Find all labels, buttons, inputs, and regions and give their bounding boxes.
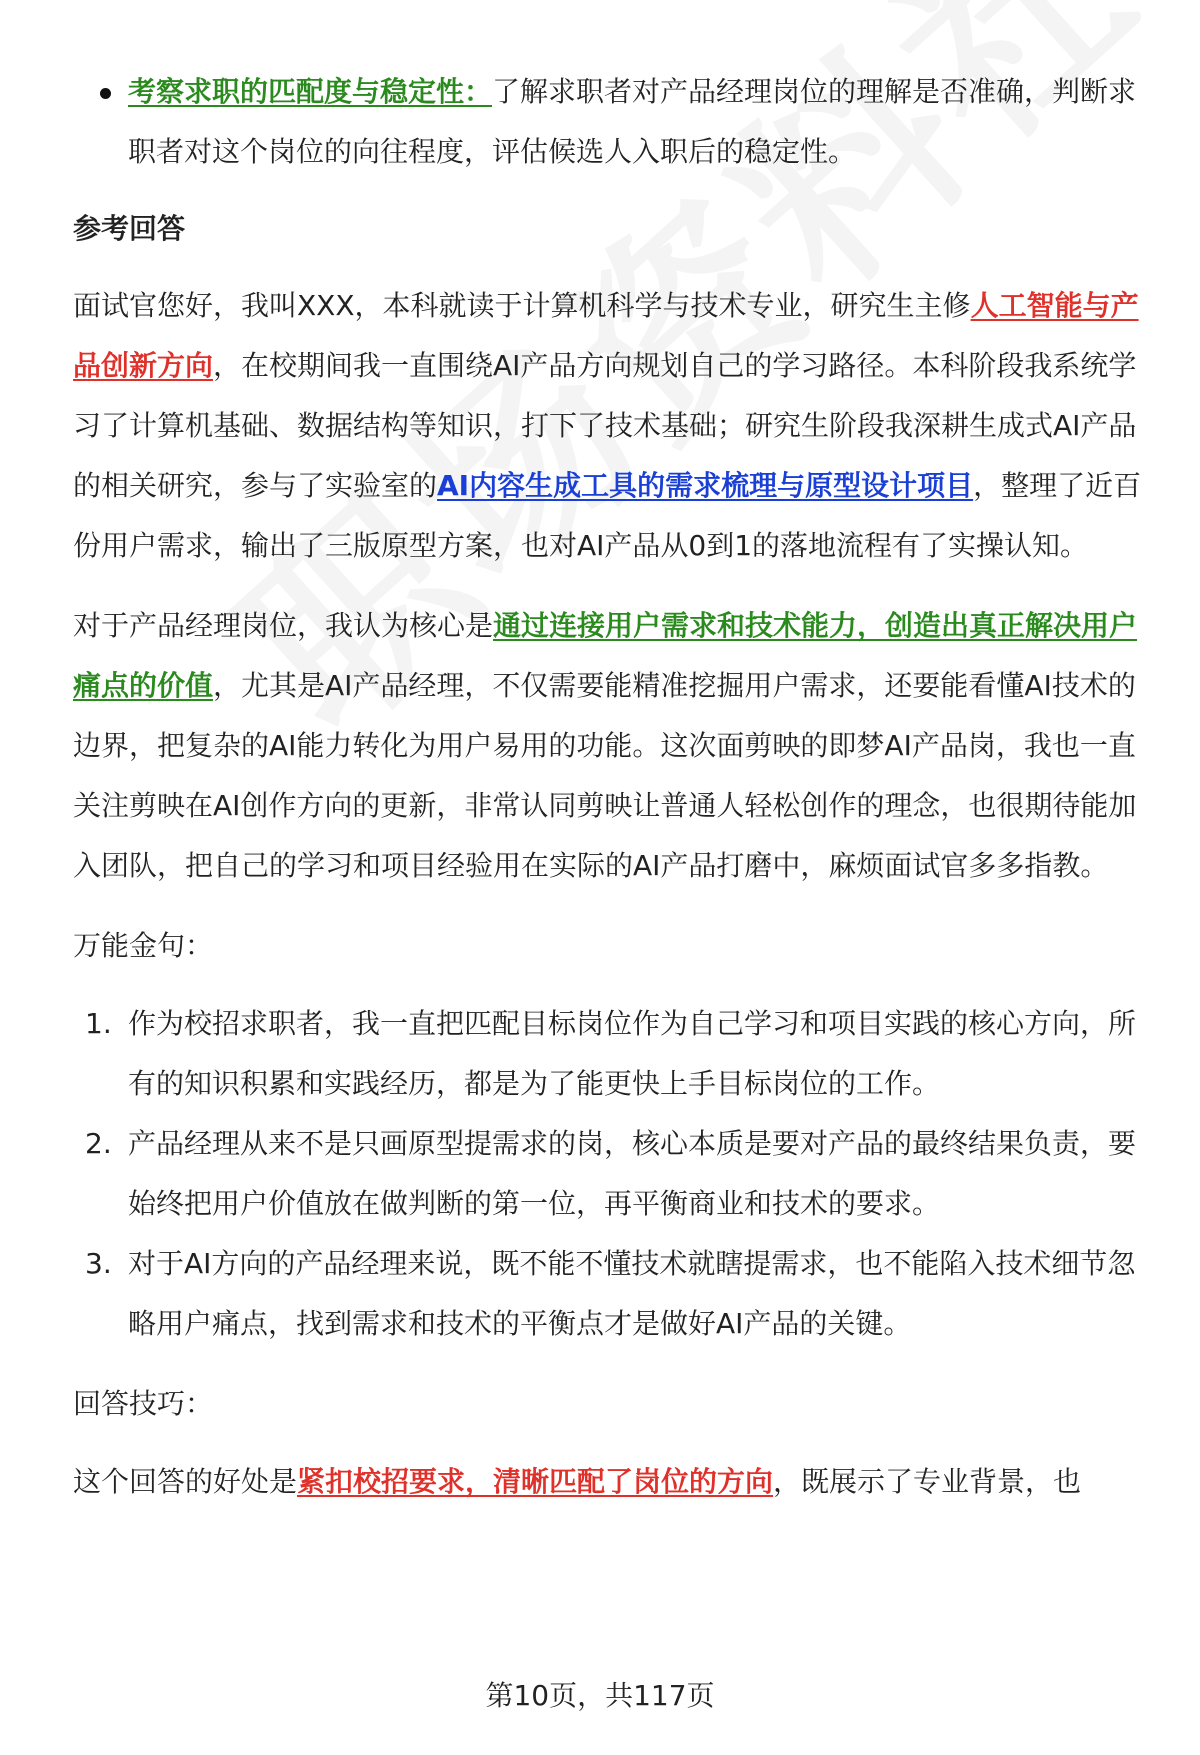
golden-sentence-text: 对于AI方向的产品经理来说，既不能不懂技术就瞎提需求，也不能陷入技术细节忽略用户痛点，找到需求和技术的平衡点才是做好AI产品的关键。 — [128, 1247, 1136, 1340]
para1-text-2: ，在校期间我一直围绕AI产品方向规划自己的学习路径。本科阶段我系统学习了计算机基础、数据结构等知识，打下了技术基础；研究生阶段我深耕生成式AI产品的相关研究，参与了实验室的 — [73, 349, 1137, 502]
para1-highlight-major: 人工智能与产品创新方向 — [73, 289, 1139, 382]
list-number: 3. — [85, 1247, 112, 1280]
golden-sentence-item — [73, 1114, 1153, 1234]
para2-text-2: ，尤其是AI产品经理，不仅需要能精准挖掘用户需求，还要能看懂AI技术的边界，把复杂的AI能力转化为用户易用的功能。这次面剪映的即梦AI产品岗，我也一直关注剪映在AI创作方向的更新，非常认同剪映让普通人轻松创作的理念，也很期待能加入团队，把自己的学习和项目经验用在实际的AI产品打磨中，麻烦面试官多多指教。 — [73, 669, 1137, 882]
para1-highlight-project: AI内容生成工具的需求梳理与原型设计项目 — [437, 469, 974, 502]
tips-text-2: ，既展示了专业背景，也 — [773, 1465, 1082, 1498]
golden-sentences-label: 万能金句： — [73, 929, 214, 962]
bullet-icon — [100, 88, 111, 99]
list-number: 1. — [85, 1007, 112, 1040]
answer-paragraph-2 — [73, 596, 1153, 896]
evaluation-point-item — [73, 62, 1153, 182]
answer-tips-label: 回答技巧： — [73, 1387, 214, 1420]
golden-sentence-text: 作为校招求职者，我一直把匹配目标岗位作为自己学习和项目实践的核心方向，所有的知识积累和实践经历，都是为了能更快上手目标岗位的工作。 — [128, 1007, 1137, 1100]
golden-sentence-text: 产品经理从来不是只画原型提需求的岗，核心本质是要对产品的最终结果负责，要始终把用户价值放在做判断的第一位，再平衡商业和技术的要求。 — [128, 1127, 1137, 1220]
para1-text-1: 面试官您好，我叫XXX，本科就读于计算机科学与技术专业，研究生主修 — [73, 289, 971, 322]
list-number: 2. — [85, 1127, 112, 1160]
answer-paragraph-1 — [73, 276, 1153, 576]
tips-paragraph — [73, 1452, 1153, 1512]
page-number-footer: 第10页，共117页 — [485, 1679, 715, 1712]
para2-highlight-core: 通过连接用户需求和技术能力，创造出真正解决用户痛点的价值 — [73, 609, 1138, 702]
para1-text-3: ，整理了近百份用户需求，输出了三版原型方案，也对AI产品从0到1的落地流程有了实操认知。 — [73, 469, 1142, 562]
golden-sentence-item — [73, 994, 1153, 1114]
tips-text-1: 这个回答的好处是 — [73, 1465, 298, 1498]
para2-text-1: 对于产品经理岗位，我认为核心是 — [73, 609, 494, 642]
golden-sentences-list — [73, 994, 1153, 1354]
tips-highlight: 紧扣校招要求，清晰匹配了岗位的方向 — [297, 1465, 774, 1498]
golden-sentence-item — [73, 1234, 1153, 1354]
evaluation-point-highlight: 考察求职的匹配度与稳定性： — [128, 75, 493, 108]
evaluation-point-text: 了解求职者对产品经理岗位的理解是否准确，判断求职者对这个岗位的向往程度，评估候选人入职后的稳定性。 — [128, 75, 1137, 168]
page-content — [73, 62, 1153, 1532]
reference-answer-heading: 参考回答 — [73, 212, 186, 245]
